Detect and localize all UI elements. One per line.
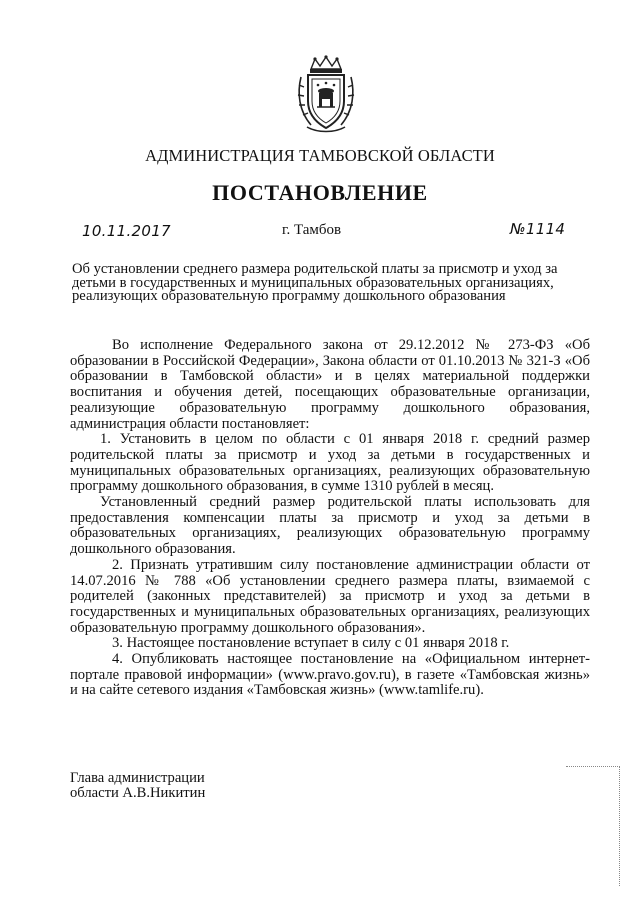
item-1-paragraph: 1. Установить в целом по области с 01 января 2018 г. средний размер родительской платы за присмотр и уход за детьми в государственных и муниципальных образовательных организациях, реализующих образовательную программу дошкольного образования, в сумме 1310 рублей в месяц. (70, 431, 590, 495)
coat-of-arms-icon (295, 55, 357, 133)
document-number: №1114 (510, 220, 566, 238)
document-city: г. Тамбов (282, 222, 342, 238)
document-body (70, 338, 590, 699)
item-4-paragraph: 4. Опубликовать настоящее постановление на «Официальном интернет-портале правовой информации» (www.pravo.gov.ru), в газете «Тамбовская жизнь» и на сайте сетевого издания «Тамбовская жизнь» (www.tamlife.ru). (70, 651, 590, 699)
signature-title: Глава администрации (70, 770, 205, 786)
item-3-paragraph: 3. Настоящее постановление вступает в силу с 01 января 2018 г. (112, 635, 510, 652)
organization-name: АДМИНИСТРАЦИЯ ТАМБОВСКОЙ ОБЛАСТИ (145, 146, 495, 165)
signature-name: области А.В.Никитин (70, 785, 206, 801)
document-date: 10.11.2017 (82, 222, 171, 240)
document-subject: Об установлении среднего размера родительской платы за присмотр и уход за детьми в государственных и муниципальных образовательных организациях, реализующих образовательную программу дошкольного образования (72, 261, 558, 304)
intro-paragraph: Во исполнение Федерального закона от 29.12.2012 № 273-ФЗ «Об образовании в Российской Федерации», Закона области от 01.10.2013 № 321-З «Об образовании в Тамбовской области» и в целях материальной поддержки воспитания и обучения детей, посещающих образовательные организации, реализующие образовательную программу дошкольного образования, администрация области постановляет: (70, 337, 590, 432)
signature-block (70, 771, 205, 801)
scan-edge-line (619, 766, 620, 886)
scan-edge-mark (566, 766, 618, 767)
document-title: ПОСТАНОВЛЕНИЕ (212, 180, 428, 205)
item-1-note-paragraph: Установленный средний размер родительской платы использовать для предоставления компенсации платы за присмотр и уход за детьми в образовательных организациях, реализующих образовательную программу дошкольного образования. (70, 494, 590, 558)
item-2-paragraph: 2. Признать утратившим силу постановление администрации области от 14.07.2016 № 788 «Об установлении среднего размера платы, взимаемой с родителей (законных представителей) за присмотр и уход за детьми в государственных и муниципальных образовательных организациях, реализующих образовательную программу дошкольного образования». (70, 556, 590, 636)
